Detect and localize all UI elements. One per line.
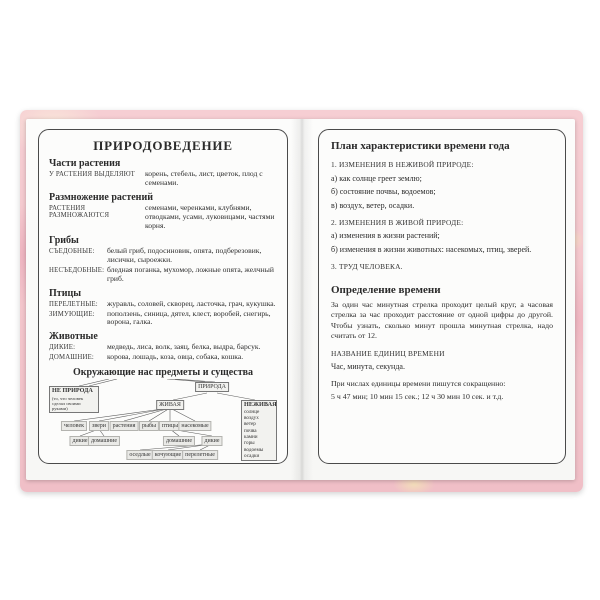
plan-item: б) изменения в жизни животных: насекомых, птиц, зверей. <box>331 244 532 254</box>
plan-item: в) воздух, ветер, осадки. <box>331 200 415 210</box>
abbreviation-examples: 5 ч 47 мин; 10 мин 15 сек.; 12 ч 30 мин 10 сек. и т.д. <box>331 391 504 401</box>
abbreviation-intro: При числах единицы времени пишутся сокращенно: <box>331 378 506 388</box>
time-paragraph: За один час минутная стрелка проходит целый круг, а часовая стрелка за час проходит расстояние от одной цифры до другой. Чтобы узнать, сколько минут прошла минутная стрелка, надо считать от 12. <box>331 299 553 341</box>
diagram-node-inanimate <box>241 400 277 461</box>
row-label: РАСТЕНИЯ РАЗМНОЖАЮТСЯ <box>49 204 110 219</box>
diagram-node-nature: ПРИРОДА <box>195 382 229 392</box>
inanimate-item: камни <box>244 434 258 441</box>
inanimate-item: водоемы <box>244 446 264 453</box>
page-title: ПРИРОДОВЕДЕНИЕ <box>93 138 233 153</box>
section-heading: Животные <box>49 331 98 343</box>
section-animals <box>49 331 277 362</box>
plan-group-title: 2. ИЗМЕНЕНИЯ В ЖИВОЙ ПРИРОДЕ: <box>331 217 464 227</box>
diagram-title: Окружающие нас предметы и существа <box>72 367 254 379</box>
diagram-node-domestic-beasts: домашние <box>88 436 120 446</box>
section-birds <box>49 288 277 328</box>
diagram-node-nomadic: кочующие <box>152 450 184 460</box>
plan-item: а) изменения в жизни растений; <box>331 231 440 240</box>
classification-diagram <box>49 379 277 461</box>
section-mushrooms <box>49 235 277 284</box>
book-pages <box>26 119 575 480</box>
table-row <box>49 204 277 231</box>
inanimate-item: ветер <box>244 421 256 428</box>
row-value: корова, лошадь, коза, овца, собака, кошка. <box>107 352 244 362</box>
diagram-node-insects: насекомые <box>178 421 211 431</box>
plan-group-title: 3. ТРУД ЧЕЛОВЕКА. <box>331 261 403 271</box>
section-heading: Размножение растений <box>49 191 153 203</box>
inanimate-label: НЕЖИВАЯ <box>244 400 277 408</box>
row-label: ПЕРЕЛЕТНЫЕ: <box>49 300 98 308</box>
row-label: ЗИМУЮЩИЕ: <box>49 310 95 318</box>
diagram-node-birds: птицы <box>159 421 181 431</box>
time-heading: Определение времени <box>331 283 441 296</box>
diagram-node-alive: ЖИВАЯ <box>156 400 184 410</box>
section-heading: Грибы <box>49 234 79 246</box>
table-row <box>49 300 277 309</box>
diagram-node-fish: рыбы <box>139 421 159 431</box>
inanimate-item: солнце <box>244 408 260 415</box>
inanimate-item: почва <box>244 427 257 434</box>
units-value: Час, минута, секунда. <box>331 361 405 371</box>
left-page-frame <box>38 129 288 464</box>
section-plant-parts <box>49 158 277 188</box>
section-heading: Птицы <box>49 287 82 299</box>
table-row <box>49 170 277 188</box>
row-label: СЪЕДОБНЫЕ: <box>49 247 95 255</box>
diagram-node-wild-beasts: дикие <box>69 436 90 446</box>
right-page-frame <box>318 129 566 464</box>
book-cover <box>20 110 583 492</box>
table-row <box>49 266 277 284</box>
row-label: НЕСЪЕДОБНЫЕ: <box>49 266 105 274</box>
inanimate-item: осадки <box>244 453 260 460</box>
row-value: поползень, синица, дятел, клест, воробей, снегирь, ворона, галка. <box>107 308 271 327</box>
plan-group-3 <box>331 262 553 271</box>
plan-heading: План характеристики времени года <box>331 140 510 152</box>
inanimate-item: воздух <box>244 415 259 421</box>
diagram-node-wild-birds: дикие <box>201 436 222 446</box>
table-row <box>49 353 277 362</box>
plan-group-title: 1. ИЗМЕНЕНИЯ В НЕЖИВОЙ ПРИРОДЕ: <box>331 160 474 169</box>
inanimate-item: горы <box>244 440 255 447</box>
section-plant-reproduction <box>49 192 277 231</box>
row-value: журавль, соловей, скворец, ласточка, грач, кукушка. <box>107 298 276 308</box>
diagram-node-domestic-birds: домашние <box>163 436 195 446</box>
row-value: семенами, черенками, клубнями, отводками, усами, луковицами, частями корня. <box>145 202 275 230</box>
diagram-node-plants: растения <box>110 421 139 431</box>
row-label: ДИКИЕ: <box>49 344 76 352</box>
diagram-node-migratory: перелетные <box>182 450 218 460</box>
table-row <box>49 310 277 328</box>
section-heading: Части растения <box>49 158 121 169</box>
plan-group-2 <box>331 218 553 254</box>
plan-item: а) как солнце греет землю; <box>331 173 422 183</box>
diagram-node-beasts: звери <box>89 421 109 431</box>
row-value: белый гриб, подосиновик, опята, подберезовик, лисички, сыроежки. <box>107 245 262 264</box>
row-label: У РАСТЕНИЯ ВЫДЕЛЯЮТ <box>49 171 135 178</box>
diagram-node-human: человек <box>61 421 87 431</box>
plan-group-1 <box>331 160 553 210</box>
row-label: ДОМАШНИЕ: <box>49 354 95 362</box>
plan-item: б) состояние почвы, водоемов; <box>331 187 436 196</box>
row-value: медведь, лиса, волк, заяц, белка, выдра, барсук. <box>107 342 261 352</box>
row-value: бледная поганка, мухомор, ложные опята, желчный гриб. <box>107 264 274 283</box>
page-gutter <box>291 119 313 480</box>
row-value: корень, стебель, лист, цветок, плод с семенами. <box>145 169 263 187</box>
not-nature-note: (то, что человек сделал своими руками) <box>52 395 84 412</box>
table-row <box>49 343 277 352</box>
diagram-node-sedentary: оседлые <box>126 450 153 460</box>
diagram-node-not-nature <box>49 386 99 413</box>
units-title: НАЗВАНИЕ ЕДИНИЦ ВРЕМЕНИ <box>331 348 445 358</box>
not-nature-label: НЕ ПРИРОДА <box>52 386 93 394</box>
table-row <box>49 247 277 265</box>
